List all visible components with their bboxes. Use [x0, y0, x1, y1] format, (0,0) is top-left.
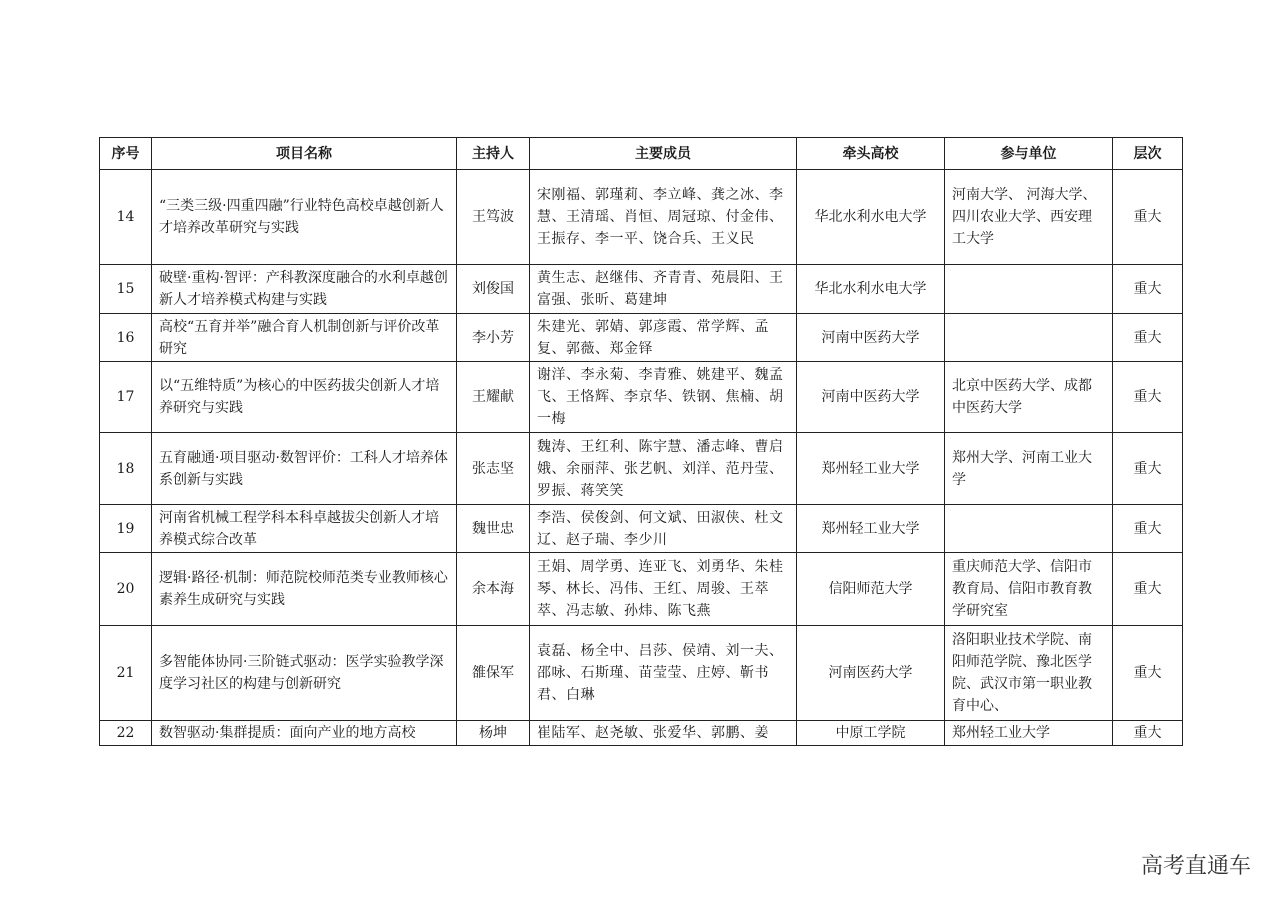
table-row — [100, 553, 1183, 626]
cell-level: 重大 — [1113, 721, 1183, 746]
cell-project-name: 五育融通·项目驱动·数智评价：工科人才培养体系创新与实践 — [152, 433, 457, 505]
cell-host: 余本海 — [457, 553, 530, 626]
cell-project-name: 多智能体协同·三阶链式驱动：医学实验教学深度学习社区的构建与创新研究 — [152, 626, 457, 721]
cell-level: 重大 — [1113, 433, 1183, 505]
cell-host: 李小芳 — [457, 314, 530, 362]
cell-host: 魏世忠 — [457, 505, 530, 553]
table-header-row — [100, 138, 1183, 170]
cell-members: 朱建光、郭婧、郭彦霞、常学辉、孟复、郭薇、郑金铎 — [530, 314, 797, 362]
cell-no: 17 — [100, 362, 152, 433]
cell-level: 重大 — [1113, 265, 1183, 314]
cell-level: 重大 — [1113, 626, 1183, 721]
cell-project-name: 逻辑·路径·机制：师范院校师范类专业教师核心素养生成研究与实践 — [152, 553, 457, 626]
header-level: 层次 — [1113, 138, 1183, 170]
cell-level: 重大 — [1113, 362, 1183, 433]
cell-host: 杨坤 — [457, 721, 530, 746]
cell-members: 谢洋、李永菊、李青雅、姚建平、魏孟飞、王恪辉、李京华、铁钢、焦楠、胡一梅 — [530, 362, 797, 433]
table-row — [100, 314, 1183, 362]
header-host: 主持人 — [457, 138, 530, 170]
cell-no: 14 — [100, 170, 152, 265]
table-row — [100, 505, 1183, 553]
cell-partners — [945, 505, 1113, 553]
cell-members: 黄生志、赵继伟、齐青青、苑晨阳、王富强、张昕、葛建坤 — [530, 265, 797, 314]
cell-members: 宋刚福、郭瑾莉、李立峰、龚之冰、李慧、王清瑶、肖恒、周冠琼、付金伟、王振存、李一平、饶合兵、王义民 — [530, 170, 797, 265]
cell-level: 重大 — [1113, 553, 1183, 626]
cell-project-name: 河南省机械工程学科本科卓越拔尖创新人才培养模式综合改革 — [152, 505, 457, 553]
cell-project-name: 以“五维特质”为核心的中医药拔尖创新人才培养研究与实践 — [152, 362, 457, 433]
cell-project-name: 破壁·重构·智评：产科教深度融合的水利卓越创新人才培养模式构建与实践 — [152, 265, 457, 314]
cell-members: 李浩、侯俊剑、何文斌、田淑侠、杜文辽、赵子瑞、李少川 — [530, 505, 797, 553]
cell-partners: 郑州大学、河南工业大学 — [945, 433, 1113, 505]
table-row — [100, 433, 1183, 505]
cell-lead-school: 信阳师范大学 — [797, 553, 945, 626]
header-lead-school: 牵头高校 — [797, 138, 945, 170]
cell-project-name: “三类三级·四重四融”行业特色高校卓越创新人才培养改革研究与实践 — [152, 170, 457, 265]
table-row — [100, 265, 1183, 314]
table-row — [100, 362, 1183, 433]
cell-lead-school: 郑州轻工业大学 — [797, 433, 945, 505]
cell-host: 王耀献 — [457, 362, 530, 433]
cell-no: 19 — [100, 505, 152, 553]
cell-no: 16 — [100, 314, 152, 362]
cell-members: 袁磊、杨全中、吕莎、侯靖、刘一夫、邵咏、石斯瑾、苗莹莹、庄婷、靳书君、白琳 — [530, 626, 797, 721]
cell-no: 21 — [100, 626, 152, 721]
cell-host: 张志坚 — [457, 433, 530, 505]
cell-lead-school: 中原工学院 — [797, 721, 945, 746]
cell-project-name: 数智驱动·集群提质：面向产业的地方高校 — [152, 721, 457, 746]
cell-partners: 河南大学、 河海大学、四川农业大学、西安理工大学 — [945, 170, 1113, 265]
header-no: 序号 — [100, 138, 152, 170]
table-row — [100, 170, 1183, 265]
watermark-text: 高考直通车 — [1140, 854, 1251, 879]
cell-partners — [945, 314, 1113, 362]
cell-level: 重大 — [1113, 170, 1183, 265]
cell-project-name: 高校“五育并举”融合育人机制创新与评价改革研究 — [152, 314, 457, 362]
cell-lead-school: 河南中医药大学 — [797, 314, 945, 362]
cell-members: 魏涛、王红利、陈宇慧、潘志峰、曹启娥、余丽萍、张艺帆、刘洋、范丹莹、罗振、蒋笑笑 — [530, 433, 797, 505]
cell-lead-school: 郑州轻工业大学 — [797, 505, 945, 553]
cell-no: 22 — [100, 721, 152, 746]
table-row — [100, 721, 1183, 746]
cell-host: 王笃波 — [457, 170, 530, 265]
header-partners: 参与单位 — [945, 138, 1113, 170]
table-row — [100, 626, 1183, 721]
cell-members: 王娟、周学勇、连亚飞、刘勇华、朱桂琴、林长、冯伟、王红、周骏、王萃萃、冯志敏、孙炜、陈飞燕 — [530, 553, 797, 626]
cell-partners: 洛阳职业技术学院、南阳师范学院、豫北医学院、武汉市第一职业教育中心、 — [945, 626, 1113, 721]
cell-lead-school: 河南医药大学 — [797, 626, 945, 721]
cell-host: 雒保军 — [457, 626, 530, 721]
header-members: 主要成员 — [530, 138, 797, 170]
cell-lead-school: 华北水利水电大学 — [797, 265, 945, 314]
cell-lead-school: 华北水利水电大学 — [797, 170, 945, 265]
cell-members: 崔陆军、赵尧敏、张爱华、郭鹏、姜 — [530, 721, 797, 746]
cell-no: 20 — [100, 553, 152, 626]
cell-level: 重大 — [1113, 314, 1183, 362]
cell-lead-school: 河南中医药大学 — [797, 362, 945, 433]
cell-no: 18 — [100, 433, 152, 505]
cell-partners: 重庆师范大学、信阳市教育局、信阳市教育教学研究室 — [945, 553, 1113, 626]
cell-partners: 北京中医药大学、成都中医药大学 — [945, 362, 1113, 433]
cell-level: 重大 — [1113, 505, 1183, 553]
cell-partners: 郑州轻工业大学 — [945, 721, 1113, 746]
header-project-name: 项目名称 — [152, 138, 457, 170]
cell-no: 15 — [100, 265, 152, 314]
cell-host: 刘俊国 — [457, 265, 530, 314]
cell-partners — [945, 265, 1113, 314]
project-table — [99, 137, 1183, 746]
